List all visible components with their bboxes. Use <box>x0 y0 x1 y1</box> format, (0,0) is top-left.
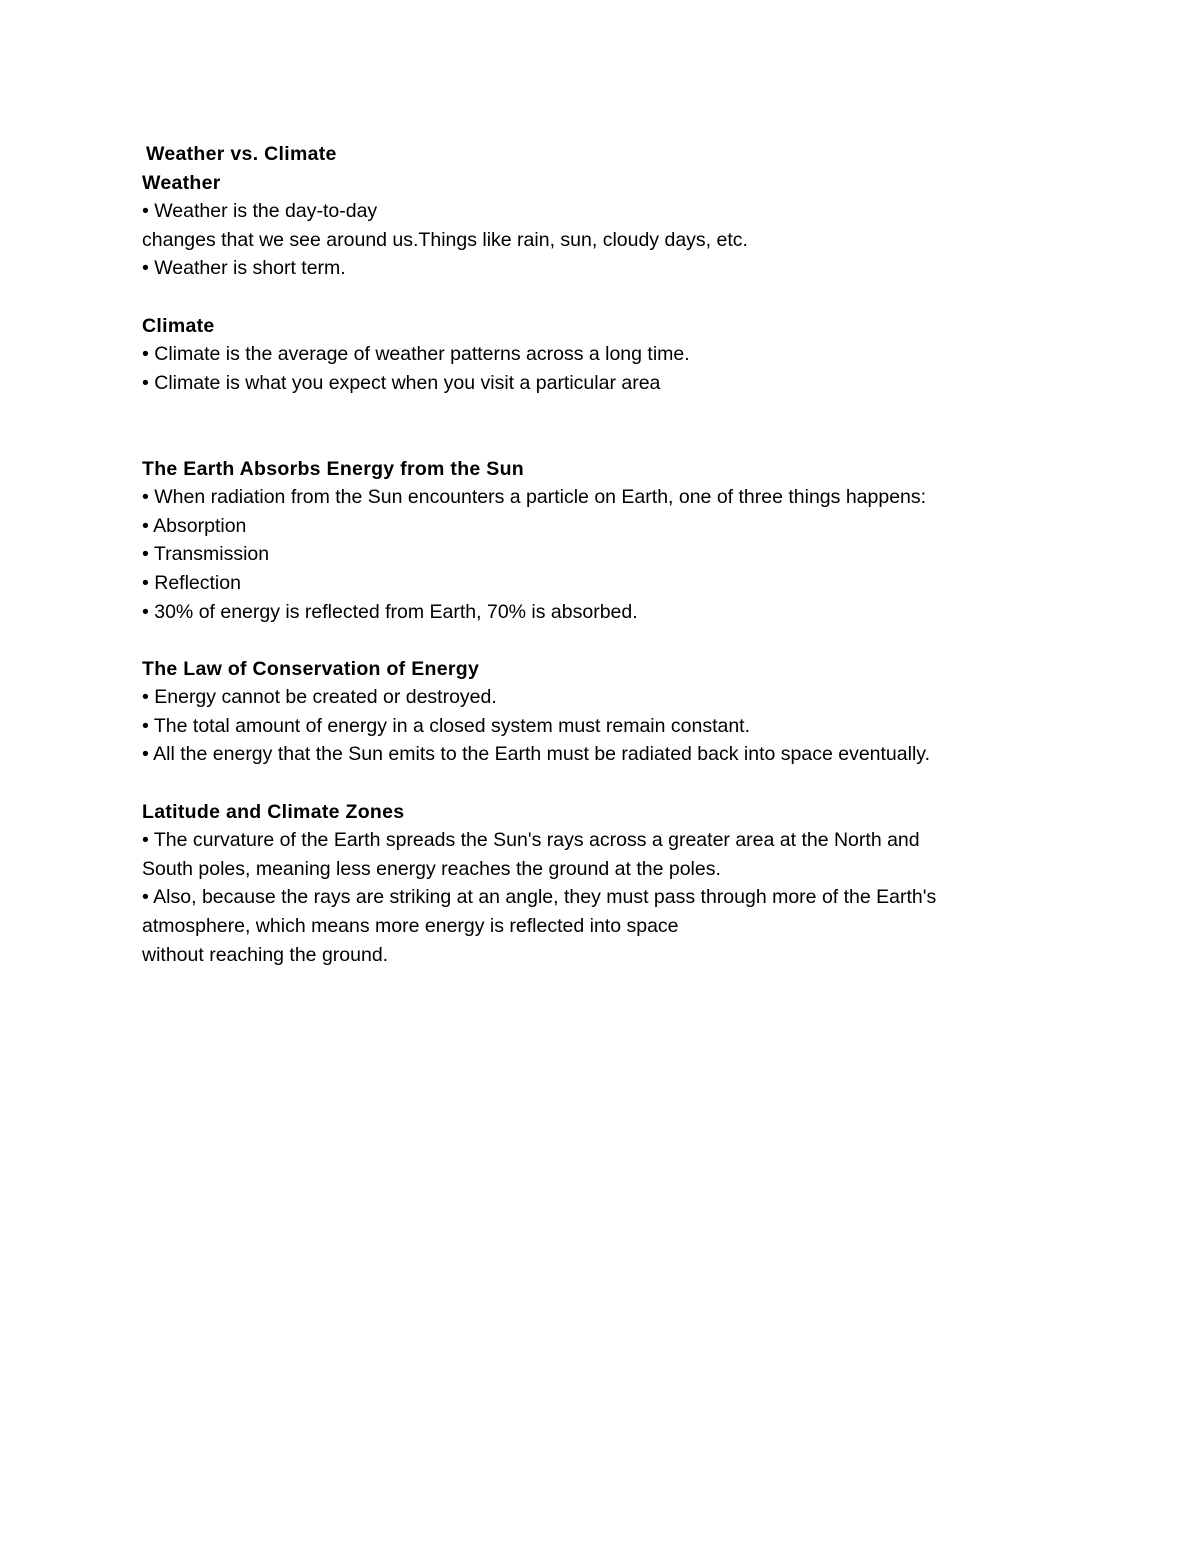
climate-line-2: • Climate is what you expect when you visit a particular area <box>142 371 661 394</box>
latitude-line-3: • Also, because the rays are striking at an angle, they must pass through more of the Earth's <box>142 886 937 909</box>
section-heading-conservation: The Law of Conservation of Energy <box>142 657 480 680</box>
document-title: Weather vs. Climate <box>146 143 337 165</box>
conservation-line-3: • All the energy that the Sun emits to the Earth must be radiated back into space eventually. <box>142 743 931 766</box>
conservation-line-2: • The total amount of energy in a closed system must remain constant. <box>142 714 751 737</box>
absorbs-line-4: • Reflection <box>142 571 241 594</box>
section-heading-latitude: Latitude and Climate Zones <box>142 800 405 823</box>
climate-line-1: • Climate is the average of weather patterns across a long time. <box>142 343 690 366</box>
absorbs-line-5: • 30% of energy is reflected from Earth, 70% is absorbed. <box>142 600 638 623</box>
weather-line-1: • Weather is the day-to-day <box>142 200 378 223</box>
section-heading-weather: Weather <box>142 171 221 194</box>
absorbs-line-2: • Absorption <box>142 514 247 537</box>
absorbs-line-1: • When radiation from the Sun encounters a particle on Earth, one of three things happens: <box>142 486 927 509</box>
section-heading-absorbs: The Earth Absorbs Energy from the Sun <box>142 457 525 480</box>
latitude-line-4: atmosphere, which means more energy is reflected into space <box>142 915 679 938</box>
conservation-line-1: • Energy cannot be created or destroyed. <box>142 686 497 709</box>
latitude-line-1: • The curvature of the Earth spreads the Sun's rays across a greater area at the North and <box>142 829 920 852</box>
spacer <box>142 769 1042 798</box>
section-heading-climate: Climate <box>142 314 215 337</box>
spacer <box>142 626 1042 655</box>
weather-line-3: • Weather is short term. <box>142 257 346 280</box>
document-page <box>142 140 1042 969</box>
latitude-line-2: South poles, meaning less energy reaches the ground at the poles. <box>142 857 721 880</box>
latitude-line-5: without reaching the ground. <box>142 943 389 966</box>
spacer <box>142 426 1042 455</box>
weather-line-2: changes that we see around us.Things like rain, sun, cloudy days, etc. <box>142 228 748 251</box>
absorbs-line-3: • Transmission <box>142 543 270 566</box>
spacer <box>142 397 1042 426</box>
spacer <box>142 283 1042 312</box>
